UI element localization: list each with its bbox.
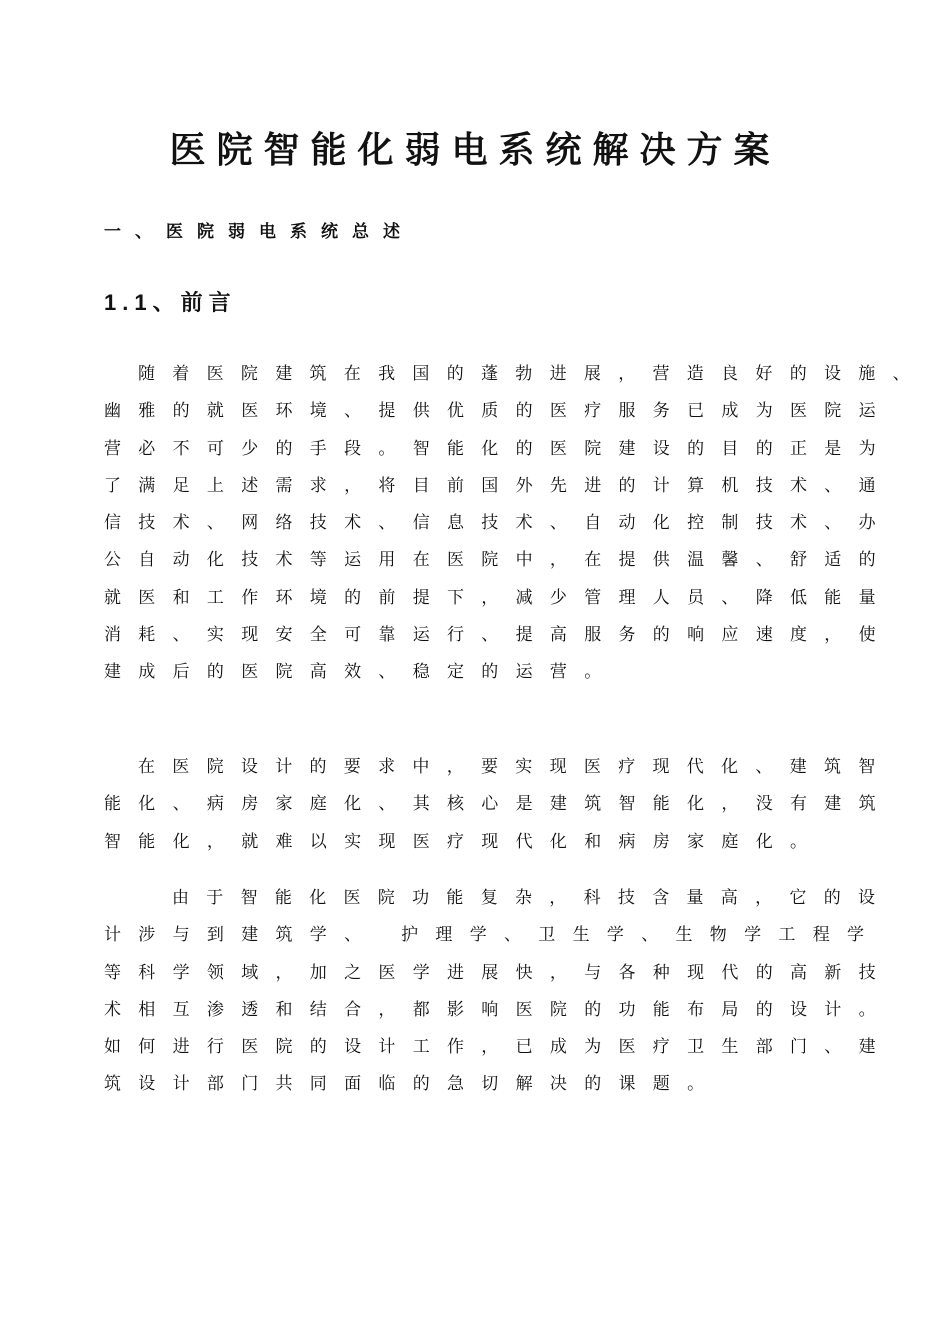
document-title: 医院智能化弱电系统解决方案 [169, 129, 781, 171]
text-line: 公自动化技术等运用在医院中，在提供温馨、舒适的 [104, 550, 893, 571]
section-heading: 一、医院弱电系统总述 [104, 222, 414, 242]
text-line: 幽雅的就医环境、提供优质的医疗服务已成为医院运 [104, 401, 893, 422]
text-line: 由于智能化医院功能复杂，科技含量高，它的设 [172, 888, 893, 908]
text-line: 在医院设计的要求中，要实现医疗现代化、建筑智 [138, 757, 893, 777]
text-line: 等科学领域，加之医学进展快，与各种现代的高新技 [104, 962, 893, 983]
text-line: 筑设计部门共同面临的急切解决的课题。 [104, 1074, 722, 1095]
text-line: 了满足上述需求，将目前国外先进的计算机技术、通 [104, 475, 893, 496]
paragraph-preface-2 [104, 749, 904, 861]
text-line: 建成后的医院高效、稳定的运营。 [104, 662, 619, 683]
text-line: 计涉与到建筑学、 护理学、卫生学、生物学工程学 [104, 925, 882, 946]
text-line: 术相互渗透和结合，都影响医院的功能布局的设计。 [104, 999, 893, 1020]
text-line: 就医和工作环境的前提下，减少管理人员、降低能量 [104, 587, 893, 608]
paragraph-preface-3 [104, 880, 904, 1104]
text-line: 随着医院建筑在我国的蓬勃进展，营造良好的设施、 [138, 364, 927, 384]
text-line: 信技术、网络技术、信息技术、自动化控制技术、办 [104, 513, 893, 534]
text-line: 智能化，就难以实现医疗现代化和病房家庭化。 [104, 831, 825, 852]
subsection-heading: 1.1、前言 [104, 290, 237, 315]
text-line: 消耗、实现安全可靠运行、提高服务的响应速度，使 [104, 625, 893, 646]
text-line: 能化、病房家庭化、其核心是建筑智能化，没有建筑 [104, 794, 893, 815]
paragraph-preface-1 [104, 356, 927, 692]
text-line: 营必不可少的手段。智能化的医院建设的目的正是为 [104, 438, 893, 459]
text-line: 如何进行医院的设计工作，已成为医疗卫生部门、建 [104, 1037, 893, 1058]
